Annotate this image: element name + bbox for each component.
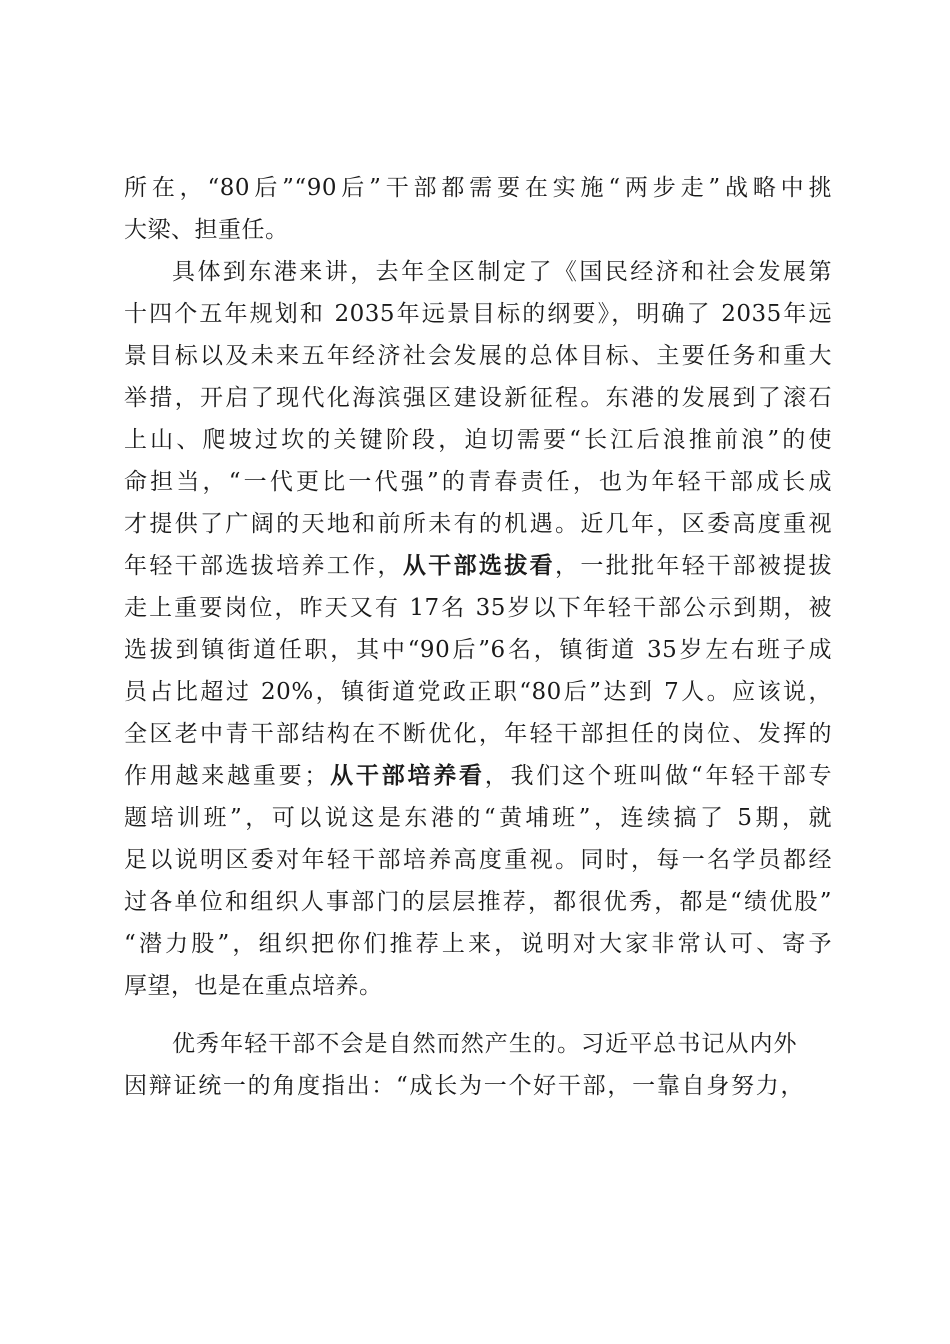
paragraph-line: 厚望，也是在重点培养。 bbox=[124, 973, 383, 999]
line-text: ，我们这个班叫做“年轻干部专 bbox=[484, 763, 833, 789]
emphasis-text: 从干部培养看 bbox=[327, 762, 485, 789]
paragraph-line: 才提供了广阔的天地和前所未有的机遇。近几年，区委高度重视 bbox=[124, 511, 832, 537]
paragraph-line: 所在，“80后”“90后”干部都需要在实施“两步走”战略中挑 bbox=[124, 175, 832, 201]
paragraph-line: 员占比超过 20%，镇街道党政正职“80后”达到 7人。应该说， bbox=[124, 679, 832, 705]
line-text: 年轻干部选拔培养工作， bbox=[124, 553, 403, 579]
line-text: 作用越来越重要； bbox=[124, 763, 328, 789]
paragraph-line: “潜力股”，组织把你们推荐上来，说明对大家非常认可、寄予 bbox=[124, 931, 832, 957]
paragraph-line: 命担当，“一代更比一代强”的青春责任，也为年轻干部成长成 bbox=[124, 469, 832, 495]
paragraph-line: 大梁、担重任。 bbox=[124, 217, 289, 243]
paragraph-line: 选拔到镇街道任职，其中“90后”6名，镇街道 35岁左右班子成 bbox=[124, 637, 832, 663]
paragraph-line: 上山、爬坡过坎的关键阶段，迫切需要“长江后浪推前浪”的使 bbox=[124, 427, 832, 453]
paragraph-line: 全区老中青干部结构在不断优化，年轻干部担任的岗位、发挥的 bbox=[124, 721, 832, 747]
paragraph-line: 举措，开启了现代化海滨强区建设新征程。东港的发展到了滚石 bbox=[124, 385, 832, 411]
paragraph-line: 十四个五年规划和 2035年远景目标的纲要》，明确了 2035年远 bbox=[124, 301, 832, 327]
paragraph-line bbox=[124, 546, 832, 586]
paragraph-line bbox=[124, 756, 832, 796]
paragraph-line: 足以说明区委对年轻干部培养高度重视。同时，每一名学员都经 bbox=[124, 847, 832, 873]
paragraph-line: 题培训班”，可以说这是东港的“黄埔班”，连续搞了 5期，就 bbox=[124, 805, 832, 831]
emphasis-text: 从干部选拔看 bbox=[402, 552, 555, 579]
paragraph-line: 景目标以及未来五年经济社会发展的总体目标、主要任务和重大 bbox=[124, 343, 832, 369]
paragraph-line: 优秀年轻干部不会是自然而然产生的。习近平总书记从内外 bbox=[172, 1031, 797, 1057]
paragraph-line: 因辩证统一的角度指出：“成长为一个好干部，一靠自身努力， bbox=[124, 1073, 804, 1099]
paragraph-line: 具体到东港来讲，去年全区制定了《国民经济和社会发展第 bbox=[172, 259, 832, 285]
paragraph-line: 过各单位和组织人事部门的层层推荐，都很优秀，都是“绩优股” bbox=[124, 889, 832, 915]
line-text: ，一批批年轻干部被提拔 bbox=[555, 553, 833, 579]
paragraph-line: 走上重要岗位，昨天又有 17名 35岁以下年轻干部公示到期，被 bbox=[124, 595, 832, 621]
